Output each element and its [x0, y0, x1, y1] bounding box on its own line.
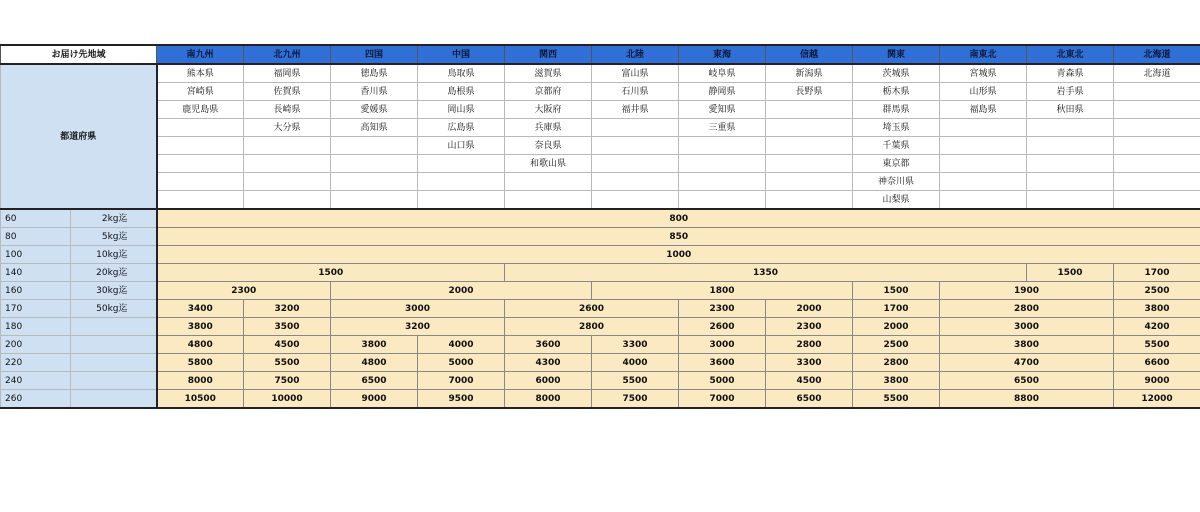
prefecture-cell: 富山県: [592, 64, 679, 83]
weight-cell: 50kg迄: [71, 300, 157, 318]
price-cell: 2300: [157, 282, 331, 300]
prefecture-cell: 東京都: [853, 155, 940, 173]
price-cell: 1500: [853, 282, 940, 300]
prefecture-cell: 大阪府: [505, 101, 592, 119]
prefecture-cell: 新潟県: [766, 64, 853, 83]
rate-row: [1, 209, 1200, 228]
prefecture-cell: [1027, 173, 1114, 191]
prefecture-cell: [940, 155, 1027, 173]
price-cell: 1700: [853, 300, 940, 318]
price-cell: 7500: [592, 390, 679, 409]
rate-row: [1, 372, 1200, 390]
prefecture-cell: 佐賀県: [244, 83, 331, 101]
rate-row: [1, 246, 1200, 264]
region-header: 南九州: [157, 45, 244, 64]
prefecture-cell: [244, 155, 331, 173]
prefecture-cell: 愛知県: [679, 101, 766, 119]
size-cell: 260: [1, 390, 71, 409]
price-cell: 1350: [505, 264, 1027, 282]
prefecture-cell: 宮崎県: [157, 83, 244, 101]
prefecture-cell: [505, 173, 592, 191]
price-cell: 5500: [853, 390, 940, 409]
prefecture-cell: 埼玉県: [853, 119, 940, 137]
price-cell: 3300: [766, 354, 853, 372]
prefecture-cell: 大分県: [244, 119, 331, 137]
prefecture-cell: [418, 191, 505, 210]
prefecture-cell: 神奈川県: [853, 173, 940, 191]
region-header: 信越: [766, 45, 853, 64]
price-cell: 4800: [331, 354, 418, 372]
prefecture-row: [1, 137, 1200, 155]
prefecture-cell: 高知県: [331, 119, 418, 137]
price-cell: 8000: [505, 390, 592, 409]
weight-cell: 30kg迄: [71, 282, 157, 300]
prefecture-cell: [592, 191, 679, 210]
prefecture-cell: 青森県: [1027, 64, 1114, 83]
size-cell: 180: [1, 318, 71, 336]
size-cell: 220: [1, 354, 71, 372]
price-cell: 4700: [940, 354, 1114, 372]
prefecture-cell: [418, 155, 505, 173]
price-cell: 2800: [766, 336, 853, 354]
prefecture-cell: [1027, 137, 1114, 155]
size-cell: 240: [1, 372, 71, 390]
prefecture-label: 都道府県: [1, 64, 157, 209]
prefecture-cell: [157, 173, 244, 191]
prefecture-cell: 京都府: [505, 83, 592, 101]
prefecture-cell: [157, 119, 244, 137]
prefecture-cell: [766, 101, 853, 119]
prefecture-cell: [157, 191, 244, 210]
prefecture-cell: 鳥取県: [418, 64, 505, 83]
prefecture-cell: [679, 173, 766, 191]
prefecture-cell: [766, 137, 853, 155]
price-cell: 8000: [157, 372, 244, 390]
region-header: 北海道: [1114, 45, 1200, 64]
price-cell: 7000: [679, 390, 766, 409]
weight-cell: [71, 354, 157, 372]
size-cell: 200: [1, 336, 71, 354]
region-header: 四国: [331, 45, 418, 64]
region-header: 中国: [418, 45, 505, 64]
prefecture-cell: [1114, 155, 1200, 173]
size-cell: 170: [1, 300, 71, 318]
prefecture-cell: 奈良県: [505, 137, 592, 155]
price-cell: 1500: [157, 264, 505, 282]
size-cell: 80: [1, 228, 71, 246]
prefecture-cell: [1114, 119, 1200, 137]
prefecture-cell: [940, 137, 1027, 155]
price-cell: 3200: [331, 318, 505, 336]
rate-row: [1, 354, 1200, 372]
price-cell: 3600: [679, 354, 766, 372]
rate-row: [1, 318, 1200, 336]
size-cell: 160: [1, 282, 71, 300]
prefecture-cell: [1027, 191, 1114, 210]
price-cell: 5000: [418, 354, 505, 372]
prefecture-cell: [244, 173, 331, 191]
prefecture-cell: [766, 155, 853, 173]
price-cell: 3400: [157, 300, 244, 318]
prefecture-cell: [331, 173, 418, 191]
price-cell: 3800: [940, 336, 1114, 354]
price-cell: 4500: [244, 336, 331, 354]
price-cell: 2000: [331, 282, 592, 300]
rate-row: [1, 264, 1200, 282]
header-row: [1, 45, 1200, 64]
prefecture-cell: 茨城県: [853, 64, 940, 83]
prefecture-cell: 岐阜県: [679, 64, 766, 83]
prefecture-row: [1, 83, 1200, 101]
price-cell: 2300: [766, 318, 853, 336]
price-cell: 10000: [244, 390, 331, 409]
prefecture-cell: [1114, 191, 1200, 210]
price-cell: 5500: [592, 372, 679, 390]
prefecture-cell: 福島県: [940, 101, 1027, 119]
price-cell: 7000: [418, 372, 505, 390]
price-cell: 9000: [1114, 372, 1200, 390]
prefecture-cell: 石川県: [592, 83, 679, 101]
price-cell: 2300: [679, 300, 766, 318]
price-cell: 2000: [766, 300, 853, 318]
price-cell: 4800: [157, 336, 244, 354]
prefecture-cell: 滋賀県: [505, 64, 592, 83]
prefecture-cell: 群馬県: [853, 101, 940, 119]
price-cell: 2000: [853, 318, 940, 336]
prefecture-cell: [331, 191, 418, 210]
price-cell: 9500: [418, 390, 505, 409]
price-cell: 6600: [1114, 354, 1200, 372]
prefecture-cell: [766, 191, 853, 210]
price-cell: 3800: [853, 372, 940, 390]
prefecture-cell: [592, 119, 679, 137]
prefecture-cell: [940, 191, 1027, 210]
size-cell: 100: [1, 246, 71, 264]
price-cell: 850: [157, 228, 1200, 246]
prefecture-row: [1, 101, 1200, 119]
prefecture-cell: 北海道: [1114, 64, 1200, 83]
rate-row: [1, 300, 1200, 318]
weight-cell: 2kg迄: [71, 209, 157, 228]
prefecture-cell: [244, 191, 331, 210]
prefecture-cell: 秋田県: [1027, 101, 1114, 119]
price-cell: 3800: [157, 318, 244, 336]
rate-row: [1, 336, 1200, 354]
price-cell: 3200: [244, 300, 331, 318]
prefecture-cell: [592, 155, 679, 173]
prefecture-cell: 山梨県: [853, 191, 940, 210]
prefecture-cell: 千葉県: [853, 137, 940, 155]
prefecture-cell: 香川県: [331, 83, 418, 101]
prefecture-cell: [1114, 101, 1200, 119]
prefecture-cell: 愛媛県: [331, 101, 418, 119]
price-cell: 8800: [940, 390, 1114, 409]
price-cell: 3500: [244, 318, 331, 336]
prefecture-cell: 栃木県: [853, 83, 940, 101]
weight-cell: [71, 336, 157, 354]
prefecture-cell: 長野県: [766, 83, 853, 101]
prefecture-cell: [331, 155, 418, 173]
region-header: 北東北: [1027, 45, 1114, 64]
prefecture-cell: 宮城県: [940, 64, 1027, 83]
weight-cell: 10kg迄: [71, 246, 157, 264]
prefecture-cell: [679, 155, 766, 173]
price-cell: 3800: [1114, 300, 1200, 318]
weight-cell: 5kg迄: [71, 228, 157, 246]
table-body: [1, 64, 1200, 408]
price-cell: 4000: [592, 354, 679, 372]
price-cell: 4500: [766, 372, 853, 390]
price-cell: 9000: [331, 390, 418, 409]
price-cell: 1000: [157, 246, 1200, 264]
rate-row: [1, 282, 1200, 300]
rate-row: [1, 228, 1200, 246]
prefecture-cell: [244, 137, 331, 155]
price-cell: 5000: [679, 372, 766, 390]
price-cell: 5500: [1114, 336, 1200, 354]
size-cell: 140: [1, 264, 71, 282]
prefecture-cell: [592, 137, 679, 155]
prefecture-row: [1, 64, 1200, 83]
price-cell: 2500: [1114, 282, 1200, 300]
weight-cell: [71, 390, 157, 409]
region-header: 関西: [505, 45, 592, 64]
price-cell: 5500: [244, 354, 331, 372]
price-cell: 4000: [418, 336, 505, 354]
price-cell: 3000: [679, 336, 766, 354]
prefecture-cell: 福井県: [592, 101, 679, 119]
price-cell: 3000: [331, 300, 505, 318]
weight-cell: [71, 372, 157, 390]
price-cell: 2500: [853, 336, 940, 354]
prefecture-cell: 静岡県: [679, 83, 766, 101]
prefecture-cell: 和歌山県: [505, 155, 592, 173]
weight-cell: 20kg迄: [71, 264, 157, 282]
prefecture-cell: [418, 173, 505, 191]
price-cell: 4300: [505, 354, 592, 372]
price-cell: 2800: [505, 318, 679, 336]
prefecture-cell: [1027, 119, 1114, 137]
price-cell: 7500: [244, 372, 331, 390]
region-header: 関東: [853, 45, 940, 64]
prefecture-cell: 山口県: [418, 137, 505, 155]
prefecture-cell: [940, 119, 1027, 137]
prefecture-cell: [679, 137, 766, 155]
price-cell: 3800: [331, 336, 418, 354]
prefecture-cell: [766, 119, 853, 137]
price-cell: 2600: [679, 318, 766, 336]
price-cell: 2600: [505, 300, 679, 318]
prefecture-row: [1, 191, 1200, 210]
prefecture-cell: [1027, 155, 1114, 173]
price-cell: 6500: [766, 390, 853, 409]
prefecture-cell: [940, 173, 1027, 191]
region-header: 北陸: [592, 45, 679, 64]
shipping-rate-table: [0, 44, 1200, 409]
price-cell: 4200: [1114, 318, 1200, 336]
prefecture-cell: [766, 173, 853, 191]
prefecture-cell: [592, 173, 679, 191]
price-cell: 6000: [505, 372, 592, 390]
price-cell: 1500: [1027, 264, 1114, 282]
prefecture-cell: [679, 191, 766, 210]
region-header: 北九州: [244, 45, 331, 64]
price-cell: 2800: [853, 354, 940, 372]
prefecture-cell: 福岡県: [244, 64, 331, 83]
prefecture-cell: 兵庫県: [505, 119, 592, 137]
price-cell: 3600: [505, 336, 592, 354]
region-header: 東海: [679, 45, 766, 64]
prefecture-cell: [1114, 173, 1200, 191]
prefecture-cell: [157, 155, 244, 173]
prefecture-cell: 広島県: [418, 119, 505, 137]
prefecture-cell: 岩手県: [1027, 83, 1114, 101]
size-cell: 60: [1, 209, 71, 228]
price-cell: 6500: [331, 372, 418, 390]
prefecture-cell: [1114, 137, 1200, 155]
price-cell: 3000: [940, 318, 1114, 336]
prefecture-cell: [331, 137, 418, 155]
prefecture-cell: 島根県: [418, 83, 505, 101]
price-cell: 1800: [592, 282, 853, 300]
prefecture-row: [1, 119, 1200, 137]
prefecture-cell: 鹿児島県: [157, 101, 244, 119]
prefecture-cell: 三重県: [679, 119, 766, 137]
price-cell: 12000: [1114, 390, 1200, 409]
prefecture-row: [1, 173, 1200, 191]
prefecture-cell: 岡山県: [418, 101, 505, 119]
prefecture-cell: 長崎県: [244, 101, 331, 119]
price-cell: 3300: [592, 336, 679, 354]
weight-cell: [71, 318, 157, 336]
price-cell: 5800: [157, 354, 244, 372]
prefecture-cell: 山形県: [940, 83, 1027, 101]
price-cell: 2800: [940, 300, 1114, 318]
destination-label: お届け先地域: [1, 45, 157, 64]
price-cell: 10500: [157, 390, 244, 409]
prefecture-row: [1, 155, 1200, 173]
prefecture-cell: [505, 191, 592, 210]
prefecture-cell: 熊本県: [157, 64, 244, 83]
prefecture-cell: [157, 137, 244, 155]
prefecture-cell: [1114, 83, 1200, 101]
prefecture-cell: 徳島県: [331, 64, 418, 83]
price-cell: 6500: [940, 372, 1114, 390]
region-header: 南東北: [940, 45, 1027, 64]
price-cell: 1700: [1114, 264, 1200, 282]
rate-row: [1, 390, 1200, 409]
price-cell: 800: [157, 209, 1200, 228]
price-cell: 1900: [940, 282, 1114, 300]
